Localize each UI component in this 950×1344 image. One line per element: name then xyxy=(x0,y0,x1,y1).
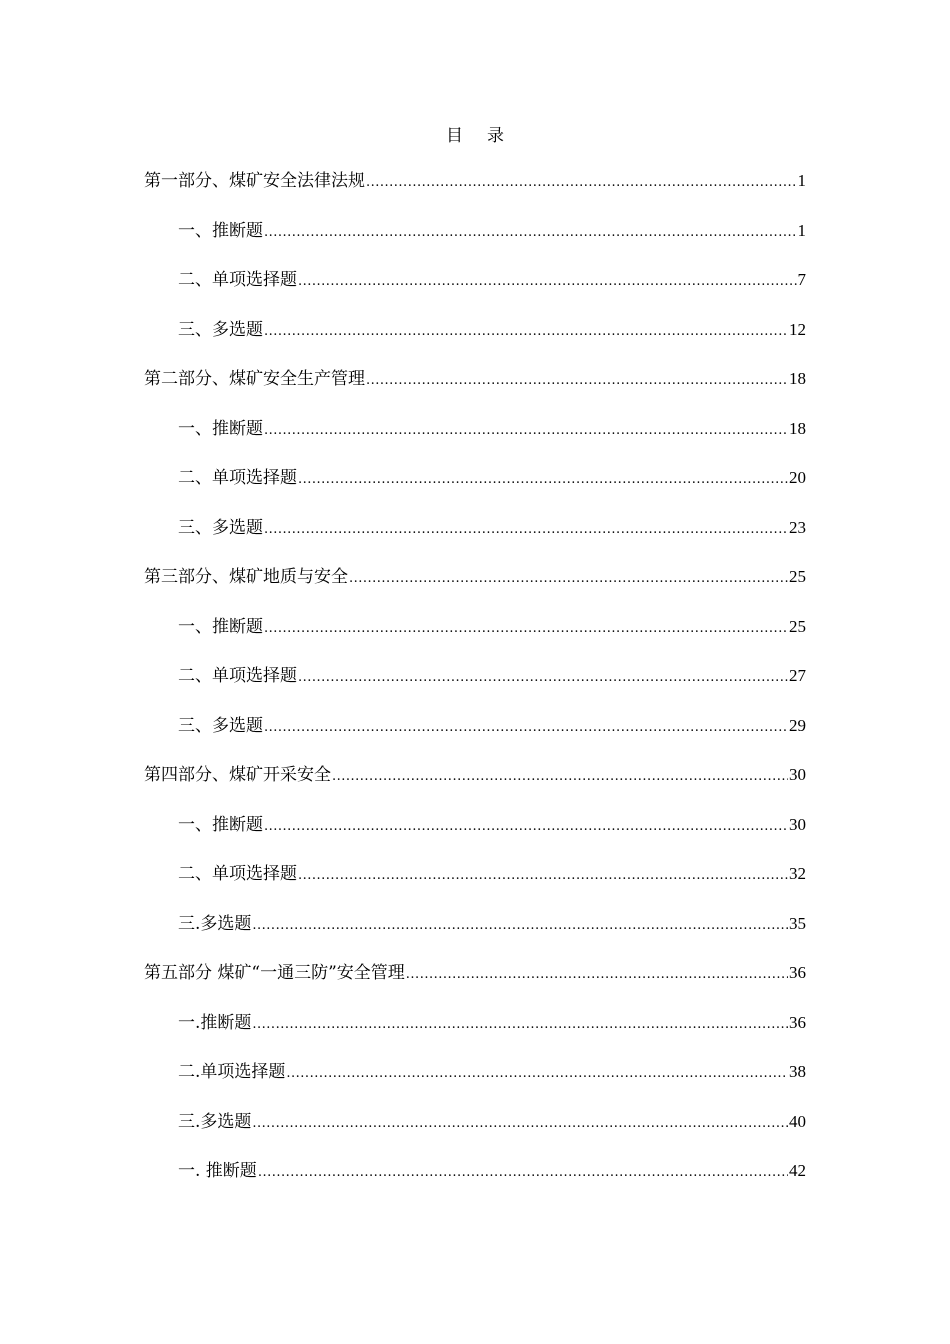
toc-dot-leader xyxy=(332,762,788,792)
toc-page-number: 23 xyxy=(789,517,806,537)
toc-dot-leader xyxy=(258,1158,788,1188)
toc-dot-leader xyxy=(298,465,788,495)
toc-entry-section[interactable] xyxy=(144,859,806,909)
toc-entry-label: 第三部分、煤矿地质与安全 xyxy=(144,567,348,587)
toc-dot-leader xyxy=(406,960,788,990)
toc-entry-label: 第二部分、煤矿安全生产管理 xyxy=(144,369,365,389)
toc-dot-leader xyxy=(264,317,788,347)
toc-dot-leader xyxy=(252,1109,788,1139)
toc-title xyxy=(0,124,950,148)
toc-entry-part[interactable] xyxy=(144,364,806,414)
toc-dot-leader xyxy=(298,861,788,891)
toc-dot-leader xyxy=(298,267,797,297)
toc-entry-label: 三.多选题 xyxy=(178,1111,252,1132)
table-of-contents xyxy=(144,166,806,1206)
toc-dot-leader xyxy=(349,564,788,594)
toc-dot-leader xyxy=(286,1059,788,1089)
toc-page-number: 18 xyxy=(789,369,806,388)
toc-dot-leader xyxy=(264,812,788,842)
toc-page-number: 32 xyxy=(789,864,806,883)
toc-entry-label: 二、单项选择题 xyxy=(178,864,297,884)
toc-page-number: 30 xyxy=(789,814,806,834)
toc-entry-label: 二、单项选择题 xyxy=(178,666,297,686)
toc-entry-section[interactable] xyxy=(144,1057,806,1107)
toc-entry-section[interactable] xyxy=(144,315,806,365)
toc-dot-leader xyxy=(264,614,788,644)
toc-entry-part[interactable] xyxy=(144,166,806,216)
toc-entry-part[interactable] xyxy=(144,562,806,612)
toc-page-number: 25 xyxy=(789,567,806,586)
toc-entry-label: 第一部分、煤矿安全法律法规 xyxy=(144,171,365,191)
toc-entry-label: 一、推断题 xyxy=(178,418,263,439)
toc-entry-label: 二.单项选择题 xyxy=(178,1062,286,1082)
toc-entry-label: 二、单项选择题 xyxy=(178,468,297,488)
toc-page-number: 1 xyxy=(797,220,806,240)
toc-entry-part[interactable] xyxy=(144,958,806,1008)
toc-page-number: 42 xyxy=(789,1161,806,1180)
toc-dot-leader xyxy=(366,366,788,396)
toc-page-number: 40 xyxy=(789,1111,806,1131)
toc-title-char-1: 目 xyxy=(446,126,463,146)
toc-dot-leader xyxy=(366,168,797,198)
toc-entry-label: 三、多选题 xyxy=(178,715,263,736)
toc-entry-label: 一、推断题 xyxy=(178,616,263,637)
toc-dot-leader xyxy=(264,515,788,545)
toc-entry-section[interactable] xyxy=(144,612,806,662)
toc-entry-section[interactable] xyxy=(144,414,806,464)
toc-entry-section[interactable] xyxy=(144,1156,806,1206)
toc-page-number: 38 xyxy=(789,1062,806,1081)
toc-entry-section[interactable] xyxy=(144,1008,806,1058)
toc-page-number: 18 xyxy=(789,418,806,438)
toc-page-number: 25 xyxy=(789,616,806,636)
toc-entry-section[interactable] xyxy=(144,909,806,959)
toc-entry-part[interactable] xyxy=(144,760,806,810)
toc-entry-section[interactable] xyxy=(144,513,806,563)
toc-page-number: 30 xyxy=(789,765,806,784)
toc-entry-section[interactable] xyxy=(144,661,806,711)
toc-dot-leader xyxy=(264,416,788,446)
toc-title-char-2: 录 xyxy=(487,126,504,146)
toc-page-number: 36 xyxy=(789,963,806,982)
toc-page-number: 29 xyxy=(789,715,806,735)
toc-dot-leader xyxy=(298,663,788,693)
toc-dot-leader xyxy=(252,1010,788,1040)
toc-entry-section[interactable] xyxy=(144,463,806,513)
toc-entry-section[interactable] xyxy=(144,216,806,266)
toc-entry-label: 一、推断题 xyxy=(178,220,263,241)
toc-dot-leader xyxy=(264,218,797,248)
toc-entry-label: 一、推断题 xyxy=(178,814,263,835)
toc-dot-leader xyxy=(252,911,788,941)
toc-entry-label: 三.多选题 xyxy=(178,913,252,934)
toc-page-number: 27 xyxy=(789,666,806,685)
toc-entry-label: 一.推断题 xyxy=(178,1012,252,1033)
toc-page-number: 7 xyxy=(797,270,806,289)
toc-entry-section[interactable] xyxy=(144,711,806,761)
toc-page-number: 20 xyxy=(789,468,806,487)
toc-entry-section[interactable] xyxy=(144,1107,806,1157)
toc-entry-section[interactable] xyxy=(144,810,806,860)
toc-entry-label: 三、多选题 xyxy=(178,517,263,538)
toc-dot-leader xyxy=(264,713,788,743)
toc-entry-label: 三、多选题 xyxy=(178,319,263,340)
toc-page-number: 12 xyxy=(789,319,806,339)
toc-page-number: 36 xyxy=(789,1012,806,1032)
toc-page-number: 1 xyxy=(797,171,806,190)
toc-entry-label: 二、单项选择题 xyxy=(178,270,297,290)
toc-page-number: 35 xyxy=(789,913,806,933)
toc-entry-label: 第五部分 煤矿“一通三防”安全管理 xyxy=(144,963,405,983)
toc-entry-label: 第四部分、煤矿开采安全 xyxy=(144,765,331,785)
toc-entry-label: 一. 推断题 xyxy=(178,1161,257,1181)
toc-entry-section[interactable] xyxy=(144,265,806,315)
